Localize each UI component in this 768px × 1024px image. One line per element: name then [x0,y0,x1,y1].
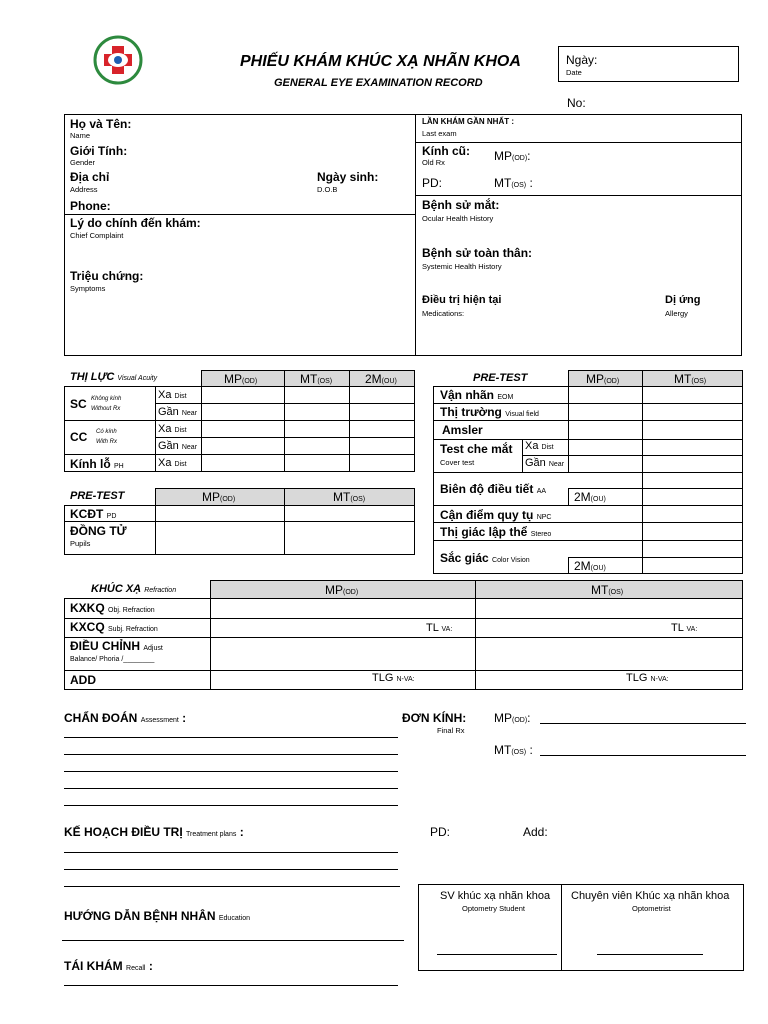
dob-label: Ngày sinh: [317,170,379,184]
refraction-od-label: MP(OD) [325,583,359,597]
va-cc-near: Gần Near [158,440,198,452]
balance-label: Balance/ Phoria /________ [70,656,155,663]
final-pd-label: PD: [430,825,451,839]
plan-line-2[interactable] [64,869,398,870]
symptoms-label-en: Symptoms [70,284,106,293]
optometrist-signature-label: Chuyên viên Khúc xạ nhãn khoa [571,890,730,902]
npc-label: Cận điểm quy tụ NPC [440,508,552,522]
subj-os-va: TL VA: [671,622,698,634]
va-cc-dist: Xa Dist [158,423,187,435]
assessment-line-3[interactable] [64,771,398,772]
student-signature-line[interactable] [437,954,557,955]
recall-label: TÁI KHÁM Recall : [64,959,153,973]
optometrist-signature-label-en: Optometrist [632,904,671,913]
pretest-left-os-label: MT(OS) [333,490,366,504]
clinic-logo [88,34,148,86]
old-rx-pd-label: PD: [422,176,443,190]
va-ph-label: Kính lỗ PH [70,457,124,471]
assessment-label: CHẨN ĐOÁN Assessment : [64,711,187,725]
stereo-label: Thị giác lập thể Stereo [440,525,552,539]
assessment-line-5[interactable] [64,805,398,806]
adjust-label: ĐIỀU CHỈNH Adjust [70,639,163,653]
final-rx-od-label: MP(OD): [494,711,531,725]
optometrist-signature-line[interactable] [597,954,703,955]
plan-line-3[interactable] [64,886,400,887]
pretest-right-od-label: MP(OD) [586,372,620,386]
color-ou-label: 2M(OU) [574,559,606,573]
cover-near: Gần Near [525,457,565,469]
amsler-label: Amsler [442,423,483,437]
pretest-left-title: PRE-TEST [70,490,125,502]
va-sc-note-en: Without Rx [91,406,121,412]
final-rx-label: ĐƠN KÍNH: [402,711,467,725]
final-rx-label-en: Final Rx [437,726,465,735]
name-label: Họ và Tên: [70,117,132,131]
gender-label-en: Gender [70,158,96,167]
subj-od-va: TL VA: [426,622,453,634]
eom-label: Vận nhãn EOM [440,388,514,402]
treatment-plan-label: KẾ HOẠCH ĐIỀU TRỊ Treatment plans : [64,825,244,839]
dob-label-en: D.O.B [317,185,338,194]
chief-complaint-label-en: Chief Complaint [70,231,124,240]
ocular-history-label: Bệnh sử mắt: [422,198,500,212]
address-label-en: Address [70,185,98,194]
refraction-os-label: MT(OS) [591,583,624,597]
gender-label: Giới Tính: [70,144,128,158]
form-title: PHIẾU KHÁM KHÚC XẠ NHÃN KHOA [240,53,521,70]
assessment-line-2[interactable] [64,754,398,755]
va-ph-dist: Xa Dist [158,457,187,469]
pupils-label-en: Pupils [70,539,91,548]
add-os-nva: TLG N-VA: [626,672,669,684]
va-sc-note: Không kính [91,396,122,402]
pretest-right-os-label: MT(OS) [674,372,707,386]
va-ou-label: 2M(OU) [365,372,397,386]
address-label: Địa chỉ [70,170,110,184]
last-exam-label: LẦN KHÁM GẦN NHẤT : [422,117,514,126]
refraction-title: KHÚC XẠ Refraction [91,583,177,595]
form-subtitle: GENERAL EYE EXAMINATION RECORD [274,77,483,89]
va-cc-note-en: With Rx [96,439,117,445]
va-od-label: MP(OD) [224,372,258,386]
va-os-label: MT(OS) [300,372,333,386]
systemic-history-label-en: Systemic Health History [422,262,502,271]
student-signature-label-en: Optometry Student [462,904,525,913]
allergy-label-en: Allergy [665,309,688,318]
visual-field-label: Thị trường Visual field [440,405,539,419]
education-line[interactable] [62,940,404,941]
assessment-line-1[interactable] [64,737,398,738]
old-rx-od-label: MP(OD): [494,149,531,163]
obj-refraction-label: KXKQ Obj. Refraction [70,601,155,615]
final-rx-od-line[interactable] [540,723,746,724]
color-vision-label: Sắc giác Color Vision [440,551,530,565]
last-exam-label-en: Last exam [422,129,457,138]
date-label-en: Date [566,68,582,77]
add-label: ADD [70,673,96,687]
va-cc-label: CC [70,430,88,444]
student-signature-label: SV khúc xạ nhãn khoa [440,890,551,902]
aa-ou-label: 2M(OU) [574,490,606,504]
number-label: No: [567,96,586,110]
va-sc-label: SC [70,397,87,411]
education-label: HƯỚNG DẪN BỆNH NHÂN Education [64,909,251,923]
medications-label: Điều trị hiện tại [422,294,502,306]
va-sc-dist: Xa Dist [158,389,187,401]
kcdt-label: KCĐT PD [70,507,117,521]
va-sc-near: Gần Near [158,406,198,418]
final-rx-os-line[interactable] [540,755,746,756]
pretest-left-od-label: MP(OD) [202,490,236,504]
plan-line-1[interactable] [64,852,398,853]
medications-label-en: Medications: [422,309,465,318]
chief-complaint-label: Lý do chính đến khám: [70,216,201,230]
patient-info-section [64,114,742,356]
va-cc-note: Có kính [96,429,117,435]
pupils-label: ĐỒNG TỬ [70,524,127,538]
old-rx-label-en: Old Rx [422,158,445,167]
cover-test-label-en: Cover test [440,458,475,467]
assessment-line-4[interactable] [64,788,398,789]
aa-label: Biên độ điều tiết AA [440,482,547,496]
old-rx-os-label: MT(OS) : [494,176,533,190]
symptoms-label: Triệu chứng: [70,269,144,283]
date-label: Ngày: [566,53,598,67]
systemic-history-label: Bệnh sử toàn thân: [422,246,533,260]
allergy-label: Dị ứng [665,294,701,306]
name-label-en: Name [70,131,91,140]
phone-label: Phone: [70,199,111,213]
add-od-nva: TLG N-VA: [372,672,415,684]
final-rx-os-label: MT(OS) : [494,743,533,757]
pretest-right-title: PRE-TEST [473,372,528,384]
visual-acuity-title: THỊ LỰC Visual Acuity [70,371,158,383]
recall-line[interactable] [64,985,398,986]
cover-test-label: Test che mắt [440,442,513,456]
cover-dist: Xa Dist [525,440,554,452]
subj-refraction-label: KXCQ Subj. Refraction [70,620,158,634]
final-add-label: Add: [523,825,548,839]
ocular-history-label-en: Ocular Health History [422,214,494,223]
old-rx-label: Kính cũ: [422,144,470,158]
